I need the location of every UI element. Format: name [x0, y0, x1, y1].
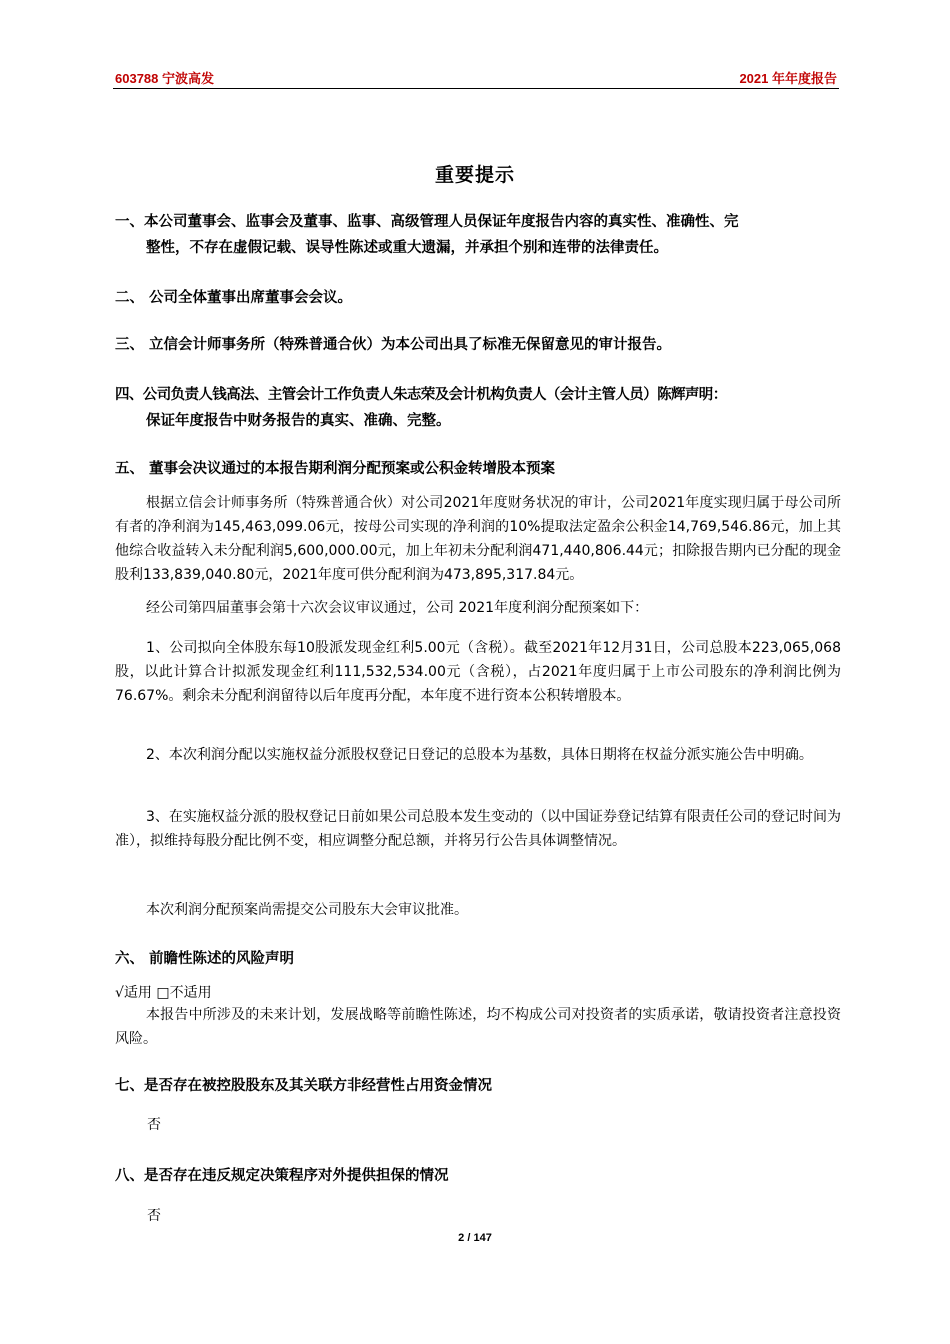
notice-item-3: 三、 立信会计师事务所（特殊普通合伙）为本公司出具了标准无保留意见的审计报告。	[115, 337, 672, 353]
notice-item-4-line1: 四、公司负责人钱高法、主管会计工作负责人朱志荣及会计机构负责人（会计主管人员）陈辉声明：	[115, 387, 727, 403]
notice-item-4	[115, 382, 841, 434]
dividend-plan-2: 2、本次利润分配以实施权益分派股权登记日登记的总股本为基数，具体日期将在权益分派实施公告中明确。	[146, 747, 813, 763]
page-number: 2 / 147	[458, 1232, 492, 1244]
notice-item-1-line1: 一、本公司董事会、监事会及董事、监事、高级管理人员保证年度报告内容的真实性、准确性、完	[115, 214, 739, 230]
profit-summary-paragraph: 根据立信会计师事务所（特殊普通合伙）对公司2021年度财务状况的审计，公司2021年度实现归属于母公司所有者的净利润为145,463,099.06元，按母公司实现的净利润的10%提取法定盈余公积金14,769,546.86元，加上其他综合收益转入未分配利润5,600,000.00元，加上年初未分配利润471,440,806.44元；扣除报告期内已分配的现金股利133,839,040.80元，2021年度可供分配利润为473,895,317.84元。	[115, 495, 841, 583]
dividend-plan-1: 1、公司拟向全体股东每10股派发现金红利5.00元（含税）。截至2021年12月31日，公司总股本223,065,068股，以此计算合计拟派发现金红利111,532,534.00元（含税），占2021年度归属于上市公司股东的净利润比例为76.67%。剩余未分配利润留待以后年度再分配，本年度不进行资本公积转增股本。	[115, 640, 841, 704]
applicable-checkbox-line: √适用 □不适用	[115, 985, 212, 1001]
notice-item-2: 二、 公司全体董事出席董事会会议。	[115, 290, 353, 306]
notice-item-1-line2: 整性，不存在虚假记载、误导性陈述或重大遗漏，并承担个别和连带的法律责任。	[146, 240, 668, 256]
notice-item-5: 五、 董事会决议通过的本报告期利润分配预案或公积金转增股本预案	[115, 461, 556, 477]
dividend-plan-3: 3、在实施权益分派的股权登记日前如果公司总股本发生变动的（以中国证券登记结算有限责任公司的登记时间为准），拟维持每股分配比例不变，相应调整分配总额，并将另行公告具体调整情况。	[115, 809, 841, 849]
forward-looking-paragraph: 本报告中所涉及的未来计划，发展战略等前瞻性陈述，均不构成公司对投资者的实质承诺，敬请投资者注意投资风险。	[115, 1007, 841, 1047]
notice-item-8: 八、是否存在违反规定决策程序对外提供担保的情况	[115, 1168, 449, 1184]
shareholder-approval-note: 本次利润分配预案尚需提交公司股东大会审议批准。	[146, 902, 468, 918]
notice-item-4-line2: 保证年度报告中财务报告的真实、准确、完整。	[146, 413, 451, 429]
header-divider	[113, 88, 839, 89]
notice-item-1	[115, 209, 841, 261]
header-company: 603788 宁波高发	[115, 71, 214, 86]
notice-item-6: 六、 前瞻性陈述的风险声明	[115, 951, 295, 967]
answer-no-2: 否	[147, 1208, 161, 1224]
header-report-title: 2021 年年度报告	[739, 71, 837, 86]
page-title: 重要提示	[434, 164, 515, 186]
board-approval-paragraph: 经公司第四届董事会第十六次会议审议通过，公司 2021年度利润分配预案如下：	[146, 600, 649, 616]
notice-item-7: 七、是否存在被控股股东及其关联方非经营性占用资金情况	[115, 1078, 492, 1094]
answer-no-1: 否	[147, 1117, 161, 1133]
